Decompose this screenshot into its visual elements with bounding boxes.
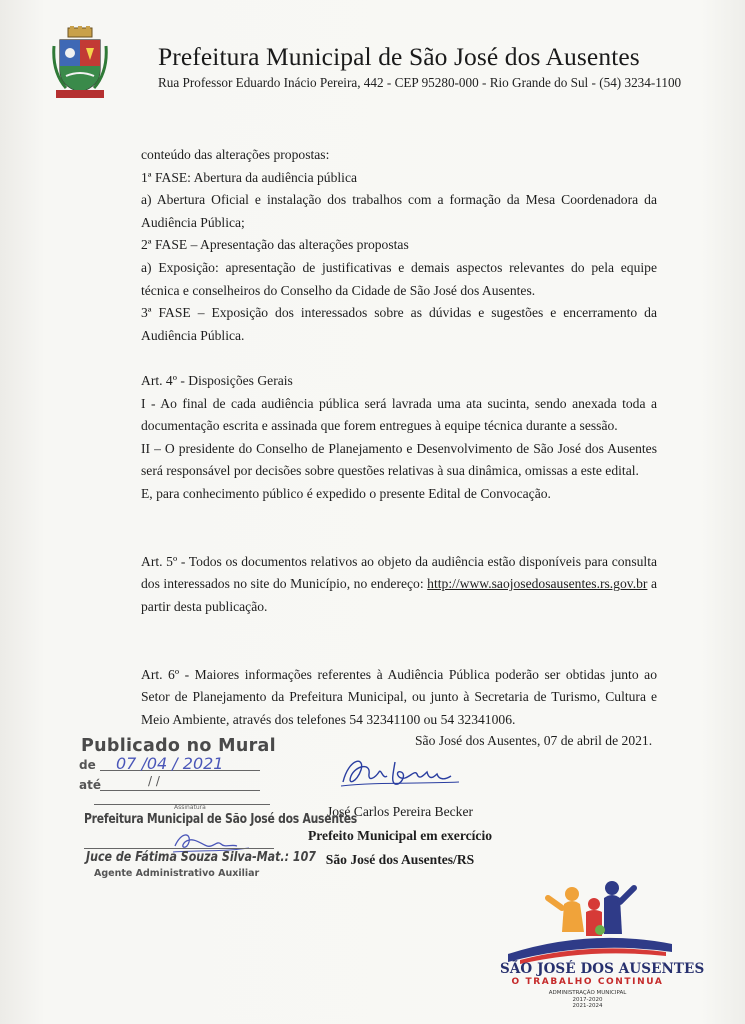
art-4-item-i: I - Ao final de cada audiência pública será lavrada uma ata sucinta, sendo anexada toda a documentação escrita e assinada que forem entregues à equipe técnica durante a sessão. [141, 395, 657, 434]
municipal-website-link[interactable]: http://www.saojosedosausentes.rs.gov.br [427, 576, 648, 592]
logo-administration [500, 990, 675, 1010]
stamp-name-line [84, 848, 274, 849]
art-6-paragraph: Art. 6º - Maiores informações referentes à Audiência Pública poderão ser obtidas junto ao Setor de Planejamento da Prefeitura Municipal, ou junto à Secretaria de Turismo, Cultura e Meio Ambiente, através dos telefones 54 32341100 ou 54 32341006. [141, 666, 657, 727]
bleed-through-text-1 [530, 92, 534, 109]
phase-1-item-a: a) Abertura Oficial e instalação dos trabalhos com a formação da Mesa Coordenadora da Audiência Pública; [141, 192, 657, 230]
art-4-heading: Art. 4º - Disposições Gerais [141, 372, 293, 388]
signer-city: São José dos Ausentes/RS [325, 852, 475, 867]
phase-2-item-a: a) Exposição: apresentação de justificativas e demais aspectos relevantes do pela equipe técnica e conselheiros do Conselho da Cidade de São José dos Ausentes. [141, 259, 657, 298]
document-date: São José dos Ausentes, 07 de abril de 2021. [415, 733, 653, 748]
municipality-title: Prefeitura Municipal de São José dos Ausentes [158, 42, 640, 71]
art-4-closing: E, para conhecimento público é expedido o presente Edital de Convocação. [141, 485, 551, 501]
stamp-de-label: de [79, 758, 96, 772]
phase-1-heading: 1ª FASE: Abertura da audiência pública [141, 169, 358, 185]
municipal-coat-of-arms [52, 26, 108, 102]
logo-admin-years-2: 2021-2024 [572, 1003, 603, 1009]
paragraph-intro: conteúdo das alterações propostas: [141, 147, 330, 162]
stamp-signature-label: Assinatura [174, 804, 206, 811]
stamp-ate-label: até [79, 778, 101, 792]
logo-municipality-name: SÃO JOSÉ DOS AUSENTES [500, 961, 705, 977]
stamp-prefeitura: Prefeitura Municipal de São José dos Ausentes [84, 812, 357, 827]
stamp-employee-name: Juce de Fátima Souza Silva-Mat.: 107 [86, 850, 316, 865]
signer-role: Prefeito Municipal em exercício [307, 828, 493, 843]
stamp-handwritten-date: 07 /04 / 2021 [116, 754, 224, 773]
stamp-ate-line [100, 790, 260, 791]
stamp-employee-role: Agente Administrativo Auxiliar [94, 868, 260, 879]
logo-admin-years-1: 2017-2020 [572, 996, 603, 1003]
signer-block [300, 800, 500, 872]
stamp-ate-slashes: / / [148, 774, 160, 788]
art-5-text-a: Art. 5º - Todos os documentos relativos ao objeto da audiência estão disponíveis para consulta dos interessados no site do Município, no endereço: [141, 553, 657, 592]
art-5-paragraph [141, 551, 657, 619]
mayor-signature [335, 752, 465, 792]
publication-stamp [76, 736, 357, 886]
stamp-title: Publicado no Mural [81, 736, 276, 756]
logo-slogan: O TRABALHO CONTINUA [511, 977, 664, 987]
phase-2-heading: 2ª FASE – Apresentação das alterações propostas [141, 237, 409, 253]
phase-3-heading: 3ª FASE – Exposição dos interessados sobre as dúvidas e sugestões e encerramento da Audiência Pública. [141, 305, 657, 343]
municipality-address: Rua Professor Eduardo Inácio Pereira, 442 - CEP 95280-000 - Rio Grande do Sul - (54) 3234-1100 [158, 75, 682, 90]
art-5-text-b: a partir desta publicação. [141, 576, 657, 614]
signer-name: José Carlos Pereira Becker [326, 804, 474, 819]
edital-body [141, 144, 657, 731]
logo-admin-label: ADMINISTRAÇÃO MUNICIPAL [548, 990, 627, 996]
art-4-item-ii: II – O presidente do Conselho de Planejamento e Desenvolvimento de São José dos Ausentes será responsável por decisões sobre questões relativas à sua dinâmica, omissas a este edital. [141, 440, 657, 479]
